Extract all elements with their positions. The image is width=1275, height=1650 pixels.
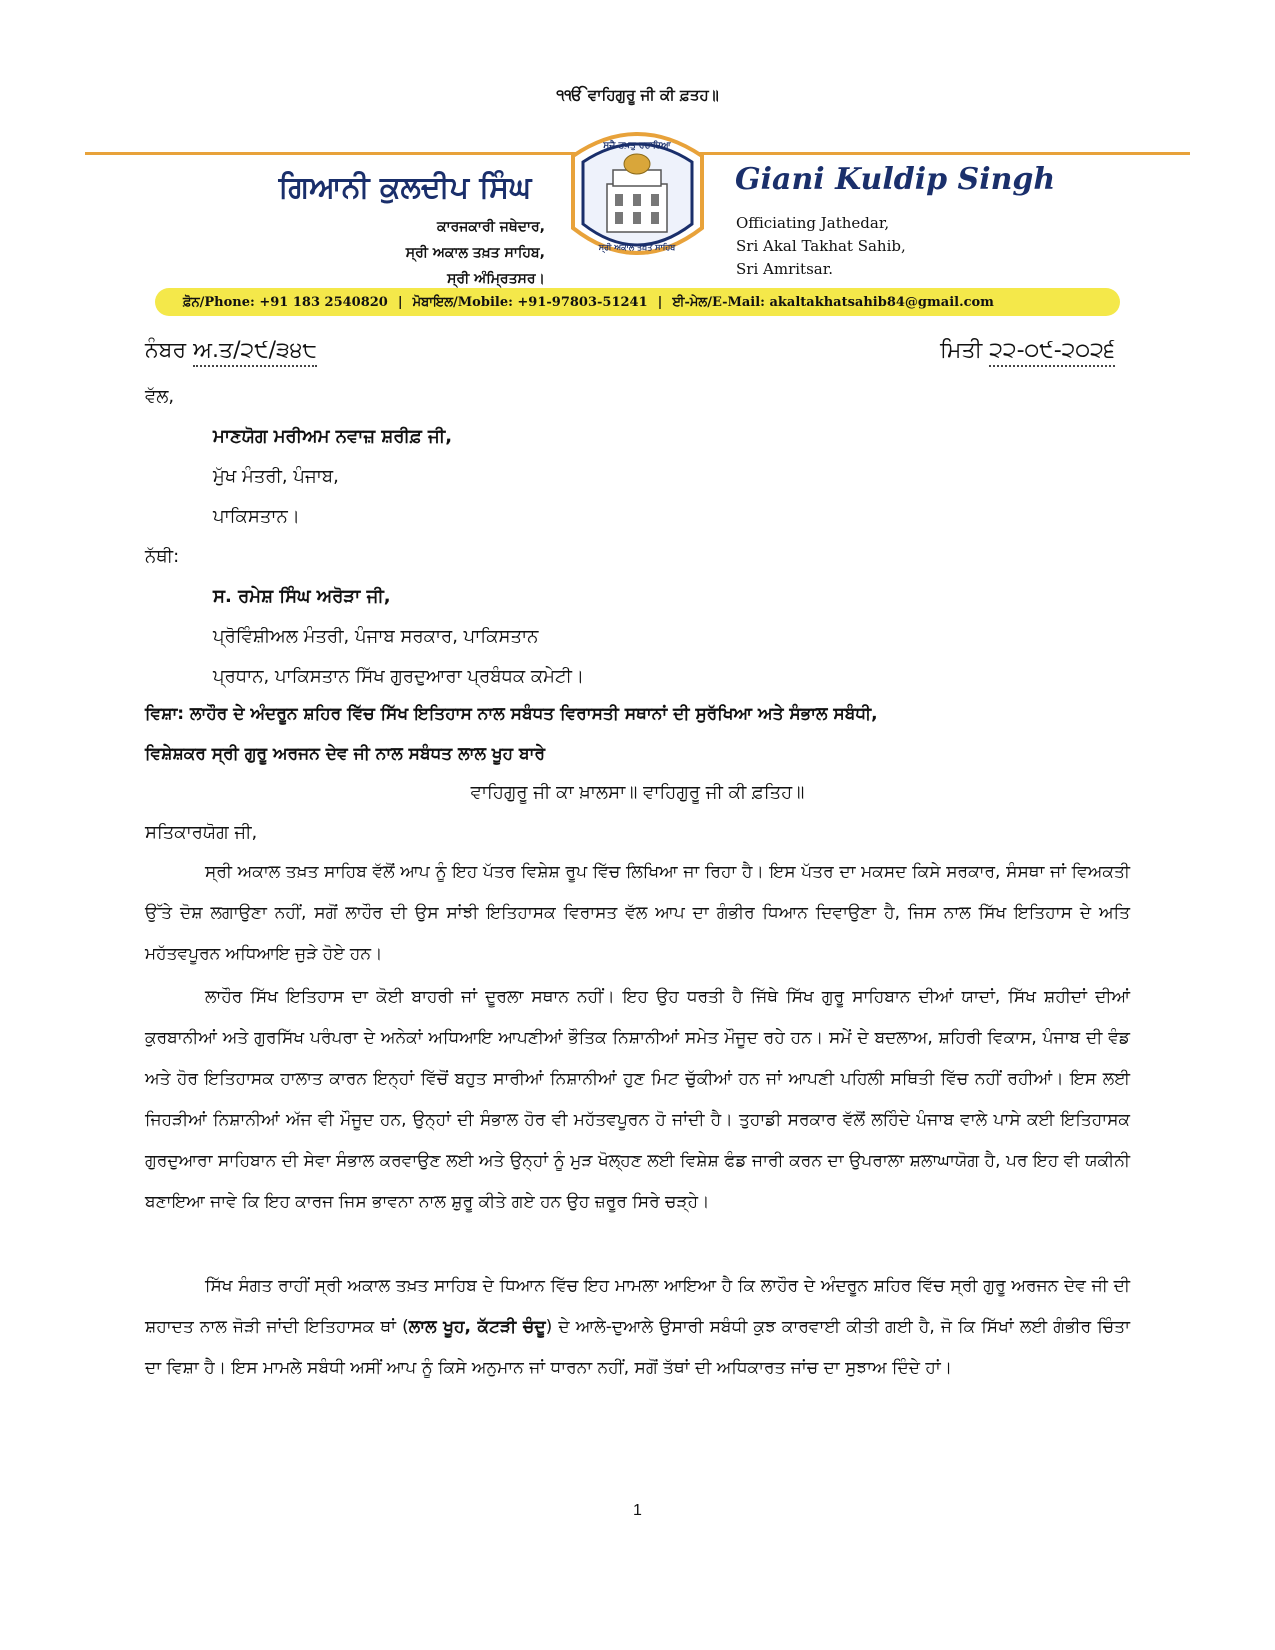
body-paragraph-3-text-b: ) ਦੇ ਆਲੇ-ਦੁਆਲੇ ਉਸਾਰੀ ਸਬੰਧੀ ਕੁਝ ਕਾਰਵਾਈ ਕੀਤੀ ਗਈ ਹੈ, ਜੋ ਕਿ ਸਿੱਖਾਂ ਲਈ ਗੰਭੀਰ ਚਿੰਤਾ ਦਾ ਵਿਸ਼ਾ ਹੈ। ਇਸ ਮਾਮਲੇ ਸਬੰਧੀ ਅਸੀਂ ਆਪ ਨੂੰ ਕਿਸੇ ਅਨੁਮਾਨ ਜਾਂ ਧਾਰਨਾ ਨਹੀਂ, ਸਗੋਂ ਤੱਥਾਂ ਦੀ ਅਧਿਕਾਰਤ ਜਾਂਚ ਦਾ ਸੁਝਾਅ ਦਿੰਦੇ ਹਾਂ। xyxy=(145,1317,1130,1378)
salutation: ਸਤਿਕਾਰਯੋਗ ਜੀ, xyxy=(145,822,258,843)
title-en-line-2: Sri Akal Takhat Sahib, xyxy=(736,237,906,255)
contact-bar xyxy=(155,288,1120,316)
title-pa-line-1: ਕਾਰਜਕਾਰੀ ਜਥੇਦਾਰ, xyxy=(437,219,545,235)
title-pa-line-2: ਸ੍ਰੀ ਅਕਾਲ ਤਖ਼ਤ ਸਾਹਿਬ, xyxy=(405,245,545,261)
title-en-line-1: Officiating Jathedar, xyxy=(736,214,890,232)
email-address[interactable]: ਈ-ਮੇਲ/E-Mail: akaltakhatsahib84@gmail.com xyxy=(672,294,994,310)
body-paragraph-3 xyxy=(145,1266,1130,1389)
invocation-line: ੧ੴ ਵਾਹਿਗੁਰੂ ਜੀ ਕੀ ਫ਼ਤਹ॥ xyxy=(556,86,719,104)
body-paragraph-2-text: ਲਾਹੌਰ ਸਿੱਖ ਇਤਿਹਾਸ ਦਾ ਕੋਈ ਬਾਹਰੀ ਜਾਂ ਦੂਰਲਾ ਸਥਾਨ ਨਹੀਂ। ਇਹ ਉਹ ਧਰਤੀ ਹੈ ਜਿੱਥੇ ਸਿੱਖ ਗੁਰੂ ਸਾਹਿਬਾਨ ਦੀਆਂ ਯਾਦਾਂ, ਸਿੱਖ ਸ਼ਹੀਦਾਂ ਦੀਆਂ ਕੁਰਬਾਨੀਆਂ ਅਤੇ ਗੁਰਸਿੱਖ ਪਰੰਪਰਾ ਦੇ ਅਨੇਕਾਂ ਅਧਿਆਇ ਆਪਣੀਆਂ ਭੌਤਿਕ ਨਿਸ਼ਾਨੀਆਂ ਸਮੇਤ ਮੌਜੂਦ ਰਹੇ ਹਨ। ਸਮੇਂ ਦੇ ਬਦਲਾਅ, ਸ਼ਹਿਰੀ ਵਿਕਾਸ, ਪੰਜਾਬ ਦੀ ਵੰਡ ਅਤੇ ਹੋਰ ਇਤਿਹਾਸਕ ਹਾਲਾਤ ਕਾਰਨ ਇਨ੍ਹਾਂ ਵਿੱਚੋਂ ਬਹੁਤ ਸਾਰੀਆਂ ਨਿਸ਼ਾਨੀਆਂ ਹੁਣ ਮਿਟ ਚੁੱਕੀਆਂ ਹਨ ਜਾਂ ਆਪਣੀ ਪਹਿਲੀ ਸਥਿਤੀ ਵਿੱਚ ਨਹੀਂ ਰਹੀਆਂ। ਇਸ ਲਈ ਜਿਹੜੀਆਂ ਨਿਸ਼ਾਨੀਆਂ ਅੱਜ ਵੀ ਮੌਜੂਦ ਹਨ, ਉਨ੍ਹਾਂ ਦੀ ਸੰਭਾਲ ਹੋਰ ਵੀ ਮਹੱਤਵਪੂਰਨ ਹੋ ਜਾਂਦੀ ਹੈ। ਤੁਹਾਡੀ ਸਰਕਾਰ ਵੱਲੋਂ ਲਹਿੰਦੇ ਪੰਜਾਬ ਵਾਲੇ ਪਾਸੇ ਕਈ ਇਤਿਹਾਸਕ ਗੁਰਦੁਆਰਾ ਸਾਹਿਬਾਨ ਦੀ ਸੇਵਾ ਸੰਭਾਲ ਕਰਵਾਉਣ ਲਈ ਅਤੇ ਉਨ੍ਹਾਂ ਨੂੰ ਮੁੜ ਖੋਲ੍ਹਣ ਲਈ ਵਿਸ਼ੇਸ਼ ਫੰਡ ਜਾਰੀ ਕਰਨ ਦਾ ਉਪਰਾਲਾ ਸ਼ਲਾਘਾਯੋਗ ਹੈ, ਪਰ ਇਹ ਵੀ ਯਕੀਨੀ ਬਣਾਇਆ ਜਾਵੇ ਕਿ ਇਹ ਕਾਰਜ ਜਿਸ ਭਾਵਨਾ ਨਾਲ ਸ਼ੁਰੂ ਕੀਤੇ ਗਏ ਹਨ ਉਹ ਜ਼ਰੂਰ ਸਿਰੇ ਚੜ੍ਹੇ। xyxy=(145,987,1130,1212)
reference-number-label: ਨੰਬਰ xyxy=(145,338,187,363)
name-punjabi: ਗਿਆਨੀ ਕੁਲਦੀਪ ਸਿੰਘ xyxy=(278,170,532,205)
title-english xyxy=(736,212,906,281)
body-paragraph-3-text-a: ਸਿੱਖ ਸੰਗਤ ਰਾਹੀਂ ਸ੍ਰੀ ਅਕਾਲ ਤਖ਼ਤ ਸਾਹਿਬ ਦੇ ਧਿਆਨ ਵਿੱਚ ਇਹ ਮਾਮਲਾ ਆਇਆ ਹੈ ਕਿ ਲਾਹੌਰ ਦੇ ਅੰਦਰੂਨ ਸ਼ਹਿਰ ਵਿੱਚ ਸ੍ਰੀ ਗੁਰੂ ਅਰਜਨ ਦੇਵ ਜੀ ਦੀ ਸ਼ਹਾਦਤ ਨਾਲ ਜੋੜੀ ਜਾਂਦੀ ਇਤਿਹਾਸਕ ਥਾਂ ( xyxy=(145,1276,1130,1337)
body-paragraph-1 xyxy=(145,852,1130,975)
cc-line-1: ਪ੍ਰੋਵਿੰਸ਼ੀਅਲ ਮੰਤਰੀ, ਪੰਜਾਬ ਸਰਕਾਰ, ਪਾਕਿਸਤਾਨ xyxy=(213,626,539,647)
body-paragraph-2 xyxy=(145,977,1130,1223)
title-pa-line-3: ਸ੍ਰੀ ਅੰਮ੍ਰਿਤਸਰ। xyxy=(447,271,545,287)
addressee-line-1: ਮੁੱਖ ਮੰਤਰੀ, ਪੰਜਾਬ, xyxy=(213,466,339,487)
to-label: ਵੱਲ, xyxy=(145,386,175,407)
cc-name: ਸ. ਰਮੇਸ਼ ਸਿੰਘ ਅਰੋੜਾ ਜੀ, xyxy=(213,586,391,607)
seal-top-text: ਸਚੈ ਤਖ਼ਤੁ ਰਚਾਇਆ xyxy=(603,141,671,151)
cc-line-2: ਪ੍ਰਧਾਨ, ਪਾਕਿਸਤਾਨ ਸਿੱਖ ਗੁਰਦੁਆਰਾ ਪ੍ਰਬੰਧਕ ਕਮੇਟੀ। xyxy=(213,666,585,687)
seal-bottom-text: ਸ੍ਰੀ ਅਕਾਲ ਤਖ਼ਤ ਸਾਹਿਬ xyxy=(598,243,676,252)
name-english: Giani Kuldip Singh xyxy=(735,162,1056,197)
addressee-name: ਮਾਣਯੋਗ ਮਰੀਅਮ ਨਵਾਜ਼ ਸ਼ਰੀਫ਼ ਜੀ, xyxy=(213,426,453,447)
page-number: 1 xyxy=(633,1502,642,1519)
reference-date xyxy=(940,338,1115,363)
addressee-line-2: ਪਾਕਿਸਤਾਨ। xyxy=(213,506,300,527)
title-punjabi xyxy=(406,214,545,292)
subject-line-2: ਵਿਸ਼ੇਸ਼ਕਰ ਸ੍ਰੀ ਗੁਰੂ ਅਰਜਨ ਦੇਵ ਜੀ ਨਾਲ ਸਬੰਧਤ ਲਾਲ ਖੂਹ ਬਾਰੇ xyxy=(145,744,545,764)
subject-line-1: ਵਿਸ਼ਾ: ਲਾਹੌਰ ਦੇ ਅੰਦਰੂਨ ਸ਼ਹਿਰ ਵਿੱਚ ਸਿੱਖ ਇਤਿਹਾਸ ਨਾਲ ਸਬੰਧਤ ਵਿਰਾਸਤੀ ਸਥਾਨਾਂ ਦੀ ਸੁਰੱਖਿਆ ਅਤੇ ਸੰਭਾਲ ਸਬੰਧੀ, xyxy=(145,704,878,724)
phone-number: ਫ਼ੋਨ/Phone: +91 183 2540820 xyxy=(183,294,388,310)
reference-date-label: ਮਿਤੀ xyxy=(939,338,983,363)
contact-separator: | xyxy=(657,294,663,310)
reference-number-value: ਅ.ਤ/੨੯/੩੪੮ xyxy=(193,338,317,367)
reference-date-value: ੨੨-੦੯-੨੦੨੬ xyxy=(989,338,1115,367)
body-paragraph-3-bold: ਲਾਲ ਖੂਹ, ਕੱਟੜੀ ਚੰਦੂ xyxy=(408,1317,546,1337)
reference-number xyxy=(145,338,317,363)
mobile-number: ਮੋਬਾਇਲ/Mobile: +91-97803-51241 xyxy=(412,294,648,310)
title-en-line-3: Sri Amritsar. xyxy=(736,260,833,278)
akal-takhat-seal xyxy=(565,118,710,268)
contact-separator: | xyxy=(397,294,403,310)
body-paragraph-1-text: ਸ੍ਰੀ ਅਕਾਲ ਤਖ਼ਤ ਸਾਹਿਬ ਵੱਲੋਂ ਆਪ ਨੂੰ ਇਹ ਪੱਤਰ ਵਿਸ਼ੇਸ਼ ਰੂਪ ਵਿੱਚ ਲਿਖਿਆ ਜਾ ਰਿਹਾ ਹੈ। ਇਸ ਪੱਤਰ ਦਾ ਮਕਸਦ ਕਿਸੇ ਸਰਕਾਰ, ਸੰਸਥਾ ਜਾਂ ਵਿਅਕਤੀ ਉੱਤੇ ਦੋਸ਼ ਲਗਾਉਣਾ ਨਹੀਂ, ਸਗੋਂ ਲਾਹੌਰ ਦੀ ਉਸ ਸਾਂਝੀ ਇਤਿਹਾਸਕ ਵਿਰਾਸਤ ਵੱਲ ਆਪ ਦਾ ਗੰਭੀਰ ਧਿਆਨ ਦਿਵਾਉਣਾ ਹੈ, ਜਿਸ ਨਾਲ ਸਿੱਖ ਇਤਿਹਾਸ ਦੇ ਅਤਿ ਮਹੱਤਵਪੂਰਨ ਅਧਿਆਇ ਜੁੜੇ ਹੋਏ ਹਨ। xyxy=(145,862,1130,964)
cc-label: ਨੱਥੀ: xyxy=(145,546,180,567)
greeting: ਵਾਹਿਗੁਰੂ ਜੀ ਕਾ ਖ਼ਾਲਸਾ॥ ਵਾਹਿਗੁਰੂ ਜੀ ਕੀ ਫ਼ਤਿਹ॥ xyxy=(470,782,805,803)
